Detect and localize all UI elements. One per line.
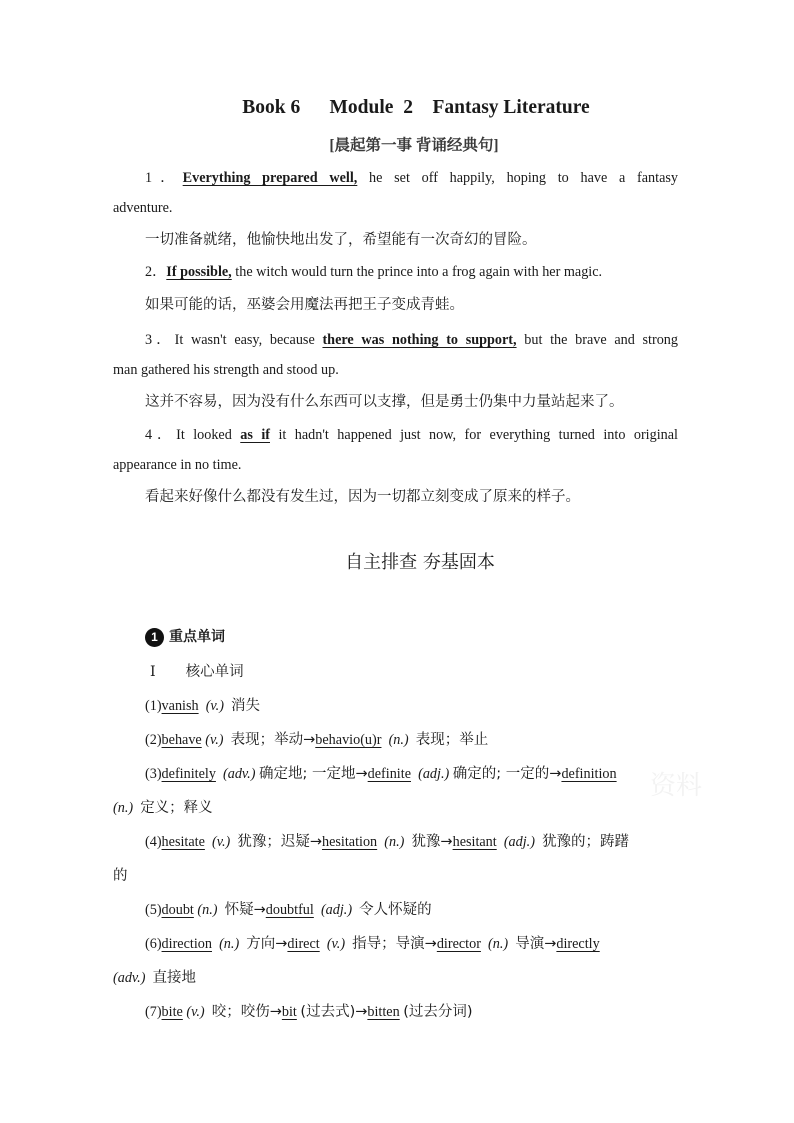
vocab-item-3: [145, 759, 678, 789]
sentence-text: but the brave and strong: [516, 332, 678, 348]
meaning: 确定地; 一定地→: [259, 766, 368, 782]
vocab-heading: [145, 622, 678, 652]
key-phrase: as if: [240, 427, 270, 443]
sentence-number: 4．: [145, 427, 177, 443]
vocab-subheading: [145, 657, 678, 687]
key-phrase: Everything prepared well,: [182, 170, 358, 186]
part-of-speech: (n.): [388, 732, 409, 748]
part-of-speech: (n.): [384, 834, 405, 850]
item-number: (3): [145, 766, 162, 782]
number-badge-icon: 1: [145, 628, 164, 647]
vocab-word: behave: [161, 732, 202, 748]
watermark: 资料: [650, 771, 703, 801]
meaning: 直接地: [152, 970, 197, 986]
vocab-word: definition: [561, 766, 617, 782]
vocab-word: definitely: [161, 766, 216, 782]
part-of-speech: (adv.): [113, 970, 146, 986]
part-of-speech: (adv.): [223, 766, 256, 782]
sentence-text: It looked: [176, 427, 241, 443]
sentence-1: [145, 163, 678, 193]
vocab-word: hesitation: [321, 834, 378, 850]
vocab-item-5: [145, 895, 678, 925]
subheading-label: 核心单词: [185, 664, 244, 680]
item-number: (6): [145, 936, 162, 952]
meaning: 犹豫→: [411, 834, 453, 850]
sentence-3-continuation: man gathered his strength and stood up.: [113, 362, 339, 378]
part-of-speech: (adj.): [320, 902, 353, 918]
vocab-item-6: [145, 929, 678, 959]
sentence-3: [145, 325, 678, 355]
meaning: (过去分词): [403, 1004, 473, 1020]
sentence-number: 2．: [145, 264, 167, 280]
vocab-word: director: [436, 936, 481, 952]
meaning: 确定的; 一定的→: [452, 766, 562, 782]
part-of-speech: (v.): [211, 834, 231, 850]
item-number: (4): [145, 834, 162, 850]
vocab-heading-label: 重点单词: [169, 629, 225, 645]
vocab-word: doubt: [161, 902, 194, 918]
vocab-word: hesitant: [452, 834, 497, 850]
item-number: (7): [145, 1004, 162, 1020]
section-title: 自主排查 夯基固本: [345, 552, 495, 573]
vocab-item-4-continuation: 的: [113, 868, 128, 884]
meaning: 怀疑→: [224, 902, 266, 918]
meaning: 方向→: [246, 936, 288, 952]
sentence-text: he set off happily, hoping to have a fantasy: [357, 170, 678, 186]
sentence-text: It wasn't easy, because: [174, 332, 323, 348]
roman-numeral: Ⅰ: [150, 664, 156, 680]
meaning: 犹豫；迟疑→: [237, 834, 322, 850]
sentence-number: 3．: [145, 332, 175, 348]
meaning: 犹豫的；踌躇: [542, 834, 630, 850]
item-number: (5): [145, 902, 162, 918]
vocab-word: definite: [367, 766, 411, 782]
vocab-word: bit: [281, 1004, 297, 1020]
part-of-speech: (n.): [219, 936, 240, 952]
vocab-item-4: [145, 827, 678, 857]
meaning: 咬；咬伤→: [211, 1004, 282, 1020]
part-of-speech: (v.): [205, 698, 224, 714]
sentence-2-translation: 如果可能的话，巫婆会用魔法再把王子变成青蛙。: [145, 297, 464, 313]
vocab-item-6-continuation: [113, 963, 678, 993]
part-of-speech: (adj.): [418, 766, 450, 782]
page-title: Book 6 Module 2 Fantasy Literature: [242, 97, 590, 118]
meaning: 导演→: [515, 936, 557, 952]
part-of-speech: (adj.): [503, 834, 535, 850]
vocab-word: bitten: [367, 1004, 400, 1020]
sentence-4: [145, 420, 678, 450]
sentence-text: the witch would turn the prince into a frog again with her magic.: [231, 264, 603, 280]
meaning: (过去式)→: [300, 1004, 368, 1020]
sentence-2: [145, 257, 678, 287]
vocab-item-7: [145, 997, 678, 1027]
vocab-word: bite: [161, 1004, 183, 1020]
meaning: 表现；举止: [415, 732, 489, 748]
sentence-4-continuation: appearance in no time.: [113, 457, 242, 473]
sentence-text: it hadn't happened just now, for everything turned into original: [270, 427, 678, 443]
sentence-3-translation: 这并不容易，因为没有什么东西可以支撑，但是勇士仍集中力量站起来了。: [145, 394, 624, 410]
sentence-1-continuation: adventure.: [113, 200, 173, 216]
item-number: (2): [145, 732, 162, 748]
part-of-speech: (v.): [326, 936, 346, 952]
part-of-speech: (n.): [113, 800, 134, 816]
vocab-word: behavio(u)r: [315, 732, 382, 748]
item-number: (1): [145, 698, 162, 714]
vocab-word: vanish: [161, 698, 199, 714]
meaning: 指导；导演→: [352, 936, 437, 952]
part-of-speech: (n.): [197, 902, 218, 918]
vocab-word: direct: [287, 936, 320, 952]
meaning: 令人怀疑的: [359, 902, 432, 918]
page-subtitle: [晨起第一事 背诵经典句]: [329, 137, 499, 154]
vocab-word: doubtful: [265, 902, 314, 918]
vocab-word: direction: [161, 936, 212, 952]
sentence-number: 1．: [145, 170, 183, 186]
vocab-item-2: [145, 725, 678, 755]
part-of-speech: (n.): [488, 936, 509, 952]
meaning: 定义；释义: [140, 800, 213, 816]
sentence-4-translation: 看起来好像什么都没有发生过，因为一切都立刻变成了原来的样子。: [145, 489, 580, 505]
vocab-item-1: [145, 691, 678, 721]
meaning: 表现；举动→: [230, 732, 316, 748]
key-phrase: If possible,: [166, 264, 232, 280]
meaning: 消失: [231, 698, 261, 714]
vocab-word: hesitate: [161, 834, 205, 850]
part-of-speech: (v.): [205, 732, 224, 748]
vocab-word: directly: [556, 936, 600, 952]
sentence-1-translation: 一切准备就绪，他愉快地出发了，希望能有一次奇幻的冒险。: [145, 232, 537, 248]
vocab-item-3-continuation: [113, 793, 678, 823]
key-phrase: there was nothing to support,: [322, 332, 517, 348]
part-of-speech: (v.): [186, 1004, 205, 1020]
